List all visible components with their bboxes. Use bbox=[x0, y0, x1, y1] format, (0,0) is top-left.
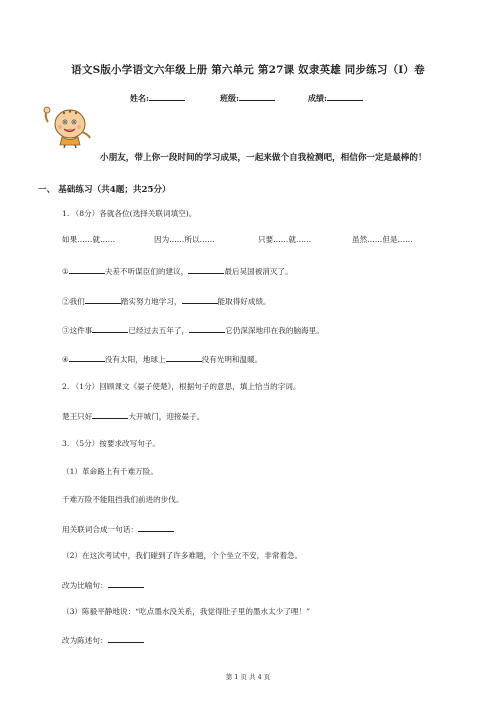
mascot-illustration bbox=[40, 104, 96, 148]
document-title: 语文S版小学语文六年级上册 第六单元 第27课 奴隶英雄 同步练习（I）卷 bbox=[71, 64, 425, 76]
answer-blank[interactable] bbox=[69, 265, 105, 274]
answer-blank[interactable] bbox=[85, 295, 121, 304]
option-2: 因为……所以…… bbox=[154, 235, 215, 244]
option-3: 只要……就…… bbox=[258, 235, 312, 244]
q3-sub-3-task: 改为陈述句： bbox=[62, 634, 144, 646]
answer-blank[interactable] bbox=[92, 410, 128, 419]
class-field bbox=[220, 92, 275, 104]
question-1-stem: 1. （8分）各就各位(选择关联词填空)。 bbox=[62, 209, 197, 218]
q1-item-3: ③这件事 已经过去五年了， 它仍深深地印在我的脑海里。 bbox=[62, 326, 324, 335]
q3-sub-2: （2）在这次考试中，我们碰到了许多难题，个个坐立不安，非常着急。 bbox=[62, 551, 303, 560]
q1-item-2: ②我们 踏实努力地学习， 能取得好成绩。 bbox=[62, 297, 271, 306]
answer-blank[interactable] bbox=[92, 324, 128, 333]
name-blank[interactable] bbox=[149, 92, 185, 101]
section-title-basic-practice: 一、 基础练习（共4题；共25分） bbox=[38, 185, 171, 195]
score-blank[interactable] bbox=[327, 92, 363, 101]
answer-blank[interactable] bbox=[166, 353, 202, 362]
q3-sub-1-task: 用关联词合成一句话： bbox=[62, 523, 174, 535]
q1-item-4: ④ 没有太阳，地球上 没有光明和温暖。 bbox=[62, 355, 263, 364]
q2-sentence: 楚王只好 大开城门，迎接晏子。 bbox=[62, 412, 205, 421]
answer-blank[interactable] bbox=[188, 265, 224, 274]
answer-blank[interactable] bbox=[138, 523, 174, 532]
name-field bbox=[130, 92, 185, 104]
answer-blank[interactable] bbox=[108, 579, 144, 588]
encouragement-text: 小朋友，带上你一段时间的学习成果，一起来做个自我检测吧，相信你一定是最棒的！ bbox=[100, 153, 427, 163]
q3-sub-1-text: 千难万险不能阻挡我们前进的步伐。 bbox=[62, 495, 184, 504]
page-footer: 第 1 页 共 4 页 bbox=[225, 673, 271, 681]
question-3-stem: 3. （5分）按要求改写句子。 bbox=[62, 439, 161, 448]
q3-sub-2-task: 改为比喻句： bbox=[62, 579, 144, 591]
option-4: 虽然……但是…… bbox=[352, 235, 413, 244]
score-label: 成绩: bbox=[308, 93, 327, 103]
answer-blank[interactable] bbox=[182, 295, 218, 304]
answer-blank[interactable] bbox=[189, 324, 225, 333]
answer-blank[interactable] bbox=[69, 353, 105, 362]
class-blank[interactable] bbox=[239, 92, 275, 101]
option-1: 如果……就…… bbox=[62, 235, 116, 244]
q3-sub-3: （3）陈毅平静地说：“吃点墨水没关系，我觉得肚子里的墨水太少了哩！” bbox=[62, 607, 310, 616]
answer-blank[interactable] bbox=[108, 634, 144, 643]
class-label: 班级: bbox=[220, 93, 239, 103]
q3-sub-1: （1）革命路上有千难万险。 bbox=[62, 467, 158, 476]
q1-item-1: ① 夫差不听谋臣们的建议， 最后吴国被消灭了。 bbox=[62, 267, 293, 276]
name-label: 姓名: bbox=[130, 93, 149, 103]
question-2-stem: 2. （1分）回顾课文《晏子使楚》，根据句子的意思，填上恰当的字词。 bbox=[62, 382, 301, 391]
score-field bbox=[308, 92, 363, 104]
